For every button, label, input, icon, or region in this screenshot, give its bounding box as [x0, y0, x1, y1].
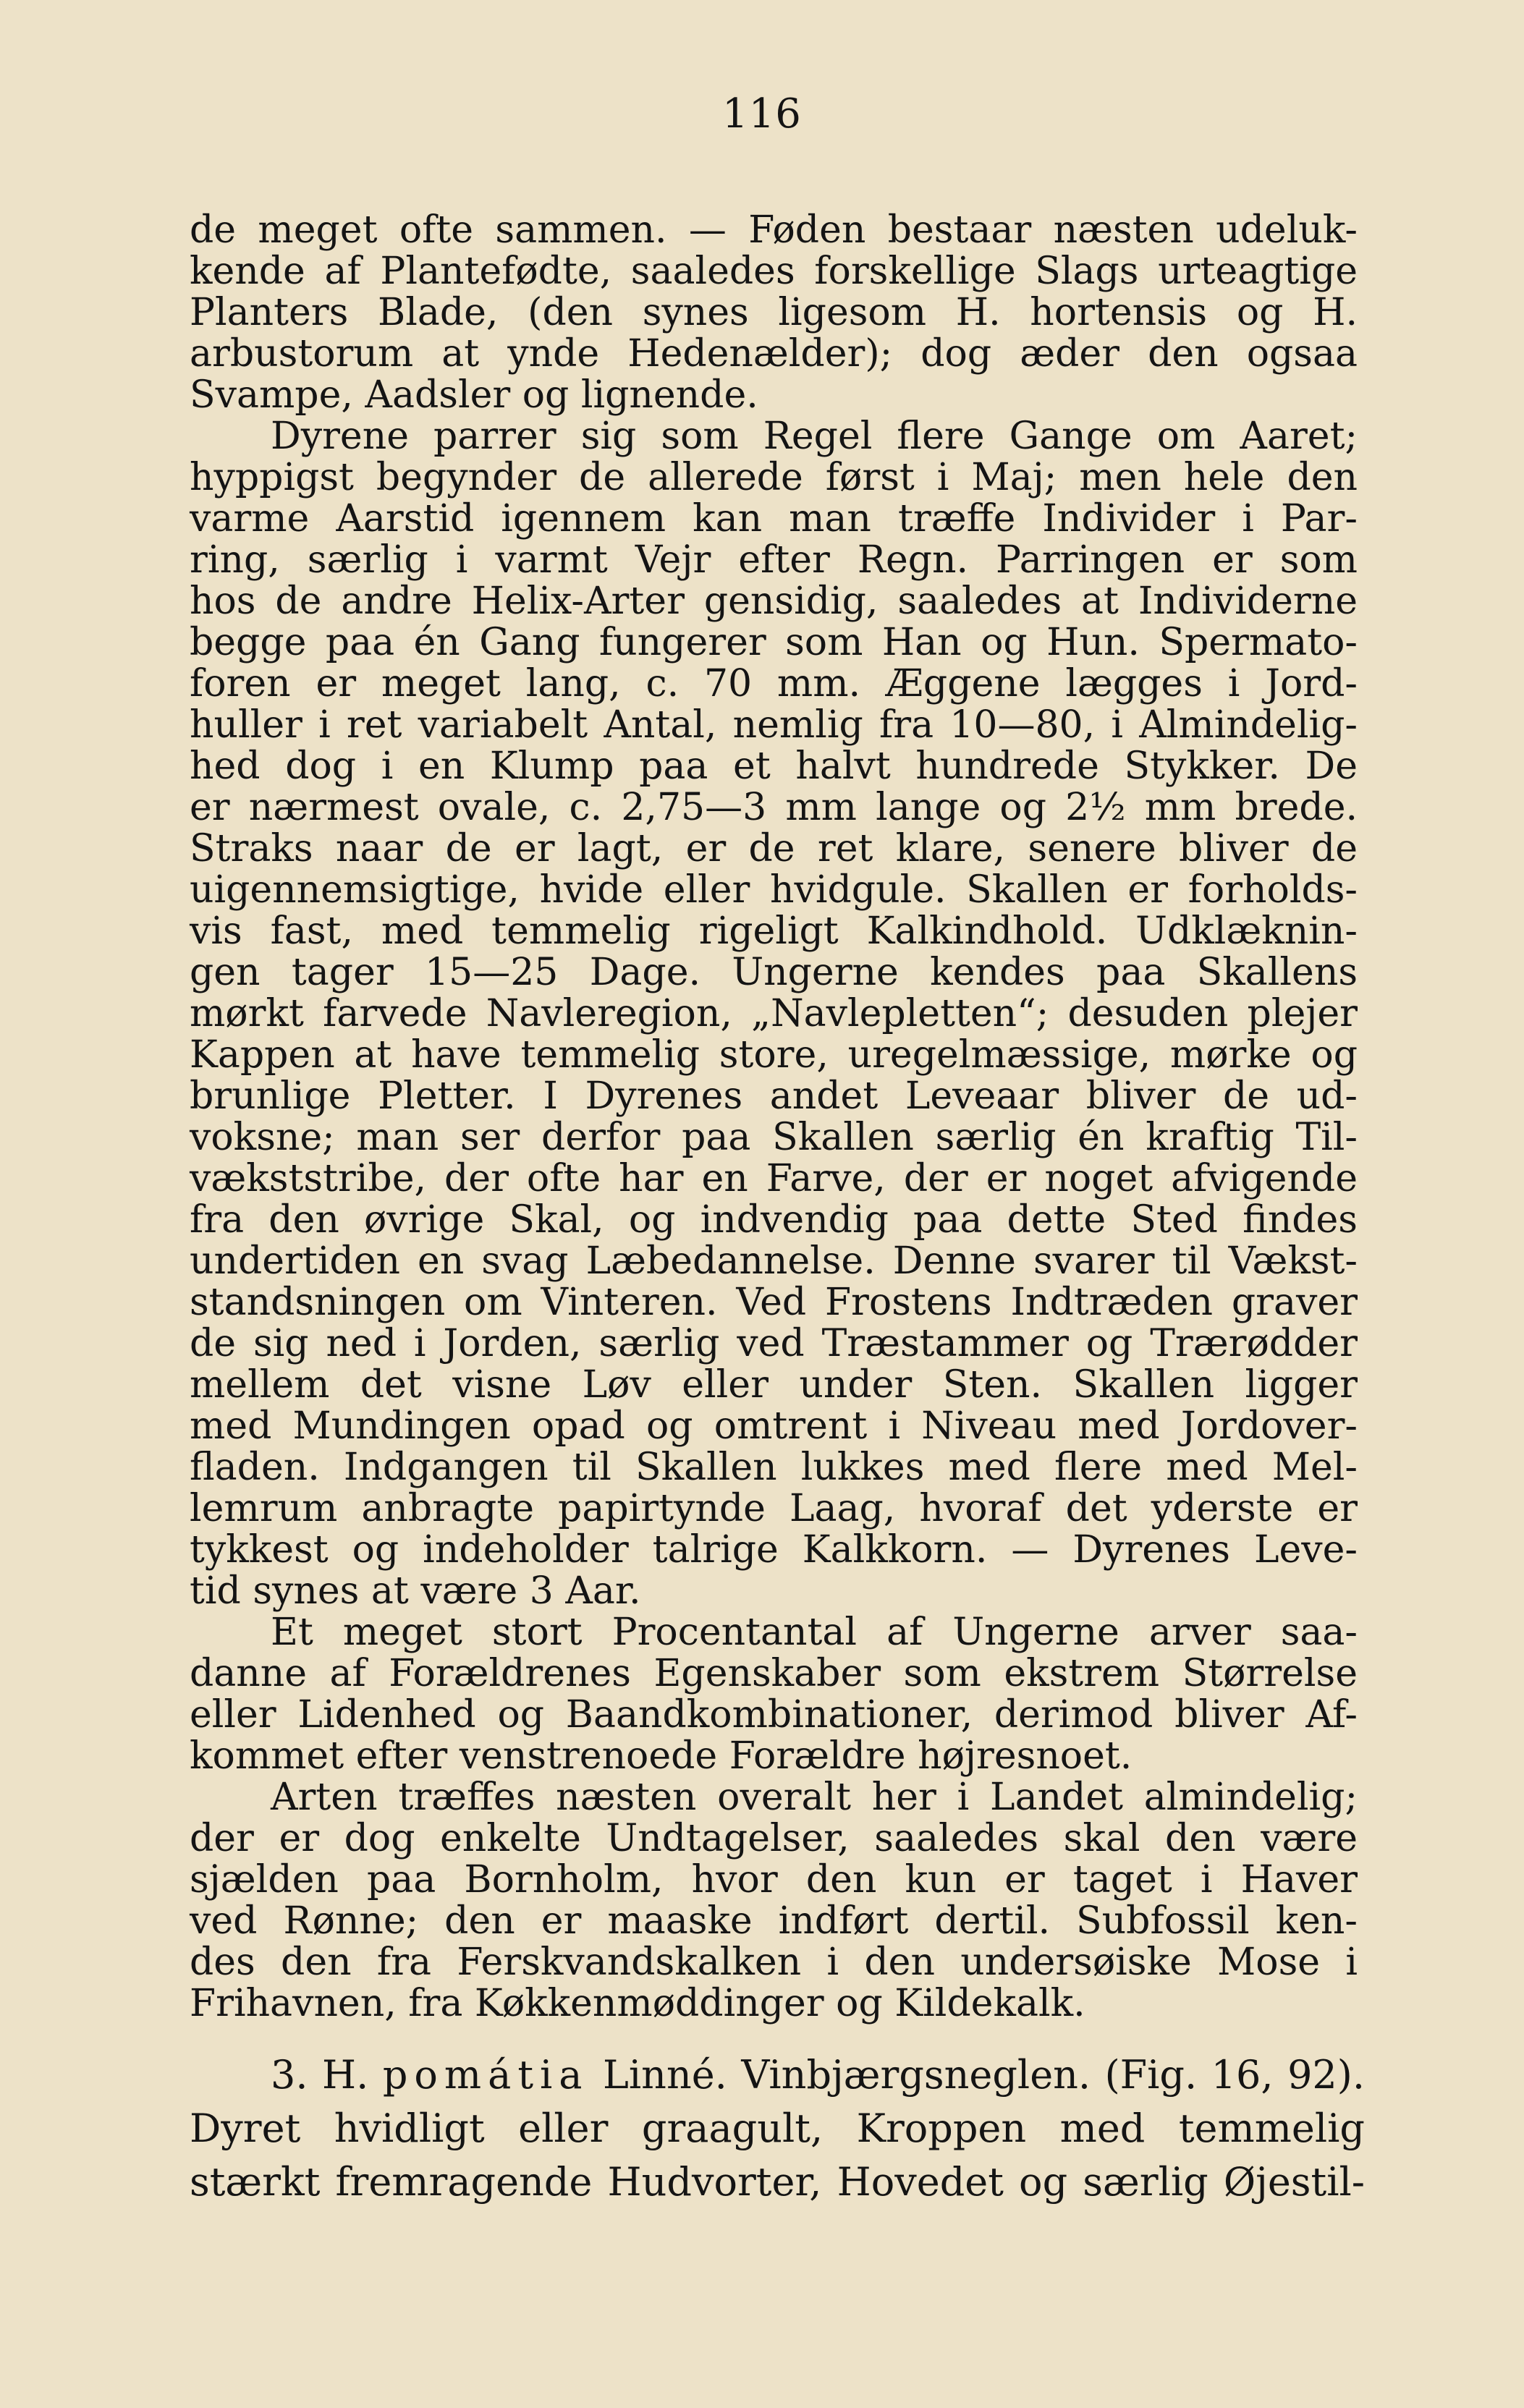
text-line: huller i ret variabelt Antal, nemlig fra 10—80, i Almindelig- — [190, 703, 1358, 747]
text-line: brunlige Pletter. I Dyrenes andet Leveaar bliver de ud- — [190, 1074, 1358, 1118]
text-line: Et meget stort Procentantal af Ungerne arver saa- — [271, 1611, 1358, 1654]
section-number: 3. H. — [271, 2052, 369, 2098]
section-heading — [271, 2052, 1365, 2098]
text-line: eller Lidenhed og Baandkombinationer, derimod bliver Af- — [190, 1693, 1358, 1737]
text-line: er nærmest ovale, c. 2,75—3 mm lange og 2½ mm brede. — [190, 786, 1358, 829]
text-line: hos de andre Helix-Arter gensidig, saaledes at Individerne — [190, 580, 1358, 623]
text-line: undertiden en svag Læbedannelse. Denne svarer til Vækst- — [190, 1239, 1358, 1283]
text-line: mørkt farvede Navleregion, „Navlepletten“; desuden plejer — [190, 992, 1358, 1035]
text-line: kende af Plantefødte, saaledes forskellige Slags urteagtige — [190, 250, 1358, 293]
text-line: fladen. Indgangen til Skallen lukkes med flere med Mel- — [190, 1446, 1358, 1489]
text-line: kommet efter venstrenoede Forældre højresnoet. — [190, 1734, 1133, 1778]
text-line: hed dog i en Klump paa et halvt hundrede Stykker. De — [190, 745, 1358, 788]
text-line: Dyret hvidligt eller graagult, Kroppen med temmelig — [190, 2106, 1365, 2151]
text-line: Planters Blade, (den synes ligesom H. hortensis og H. — [190, 291, 1358, 334]
text-line: arbustorum at ynde Hedenælder); dog æder den ogsaa — [190, 332, 1358, 376]
text-line: uigennemsigtige, hvide eller hvidgule. Skallen er forholds- — [190, 868, 1358, 912]
text-line: ved Rønne; den er maaske indført dertil. Subfossil ken- — [190, 1899, 1358, 1943]
text-line: lemrum anbragte papirtynde Laag, hvoraf det yderste er — [190, 1487, 1358, 1530]
text-line: Kappen at have temmelig store, uregelmæssige, mørke og — [190, 1033, 1358, 1077]
text-line: varme Aarstid igennem kan man træffe Individer i Par- — [190, 497, 1358, 540]
text-line: de sig ned i Jorden, særlig ved Træstammer og Trærødder — [190, 1322, 1358, 1365]
text-line: vækststribe, der ofte har en Farve, der er noget afvigende — [190, 1157, 1358, 1200]
text-line: stærkt fremragende Hudvorter, Hovedet og særlig Øjestil- — [190, 2159, 1365, 2205]
text-line: foren er meget lang, c. 70 mm. Æggene lægges i Jord- — [190, 662, 1358, 705]
text-line: danne af Forældrenes Egenskaber som ekstrem Størrelse — [190, 1652, 1358, 1695]
text-line: Straks naar de er lagt, er de ret klare, senere bliver de — [190, 827, 1358, 870]
text-line: tykkest og indeholder talrige Kalkkorn. — Dyrenes Leve- — [190, 1528, 1358, 1572]
text-line: des den fra Ferskvandskalken i den undersøiske Mose i — [190, 1941, 1358, 1984]
text-line: der er dog enkelte Undtagelser, saaledes skal den være — [190, 1817, 1358, 1860]
text-line: tid synes at være 3 Aar. — [190, 1569, 641, 1613]
section-heading-rest: Linné. Vinbjærgsneglen. (Fig. 16, 92). — [603, 2052, 1366, 2098]
text-line: ring, særlig i varmt Vejr efter Regn. Parringen er som — [190, 538, 1358, 582]
text-line: standsningen om Vinteren. Ved Frostens Indtræden graver — [190, 1281, 1358, 1324]
text-line: sjælden paa Bornholm, hvor den kun er taget i Haver — [190, 1858, 1358, 1902]
text-line: de meget ofte sammen. — Føden bestaar næsten udeluk- — [190, 208, 1358, 252]
text-line: voksne; man ser derfor paa Skallen særlig én kraftig Til- — [190, 1116, 1358, 1159]
text-line: Frihavnen, fra Køkkenmøddinger og Kildekalk. — [190, 1982, 1085, 2025]
species-name: pomátia — [382, 2052, 589, 2098]
text-line: begge paa én Gang fungerer som Han og Hun. Spermato- — [190, 621, 1358, 664]
text-line: fra den øvrige Skal, og indvendig paa dette Sted findes — [190, 1198, 1358, 1242]
text-line: Svampe, Aadsler og lignende. — [190, 373, 758, 417]
text-line: gen tager 15—25 Dage. Ungerne kendes paa Skallens — [190, 951, 1358, 994]
page-number: 116 — [722, 90, 802, 137]
text-line: med Mundingen opad og omtrent i Niveau med Jordover- — [190, 1404, 1358, 1448]
text-line: Dyrene parrer sig som Regel flere Gange om Aaret; — [271, 415, 1358, 458]
text-line: vis fast, med temmelig rigeligt Kalkindhold. Udklæknin- — [190, 910, 1358, 953]
text-line: hyppigst begynder de allerede først i Maj; men hele den — [190, 456, 1358, 499]
text-line: mellem det visne Løv eller under Sten. Skallen ligger — [190, 1363, 1358, 1407]
text-line: Arten træffes næsten overalt her i Landet almindelig; — [271, 1776, 1358, 1819]
